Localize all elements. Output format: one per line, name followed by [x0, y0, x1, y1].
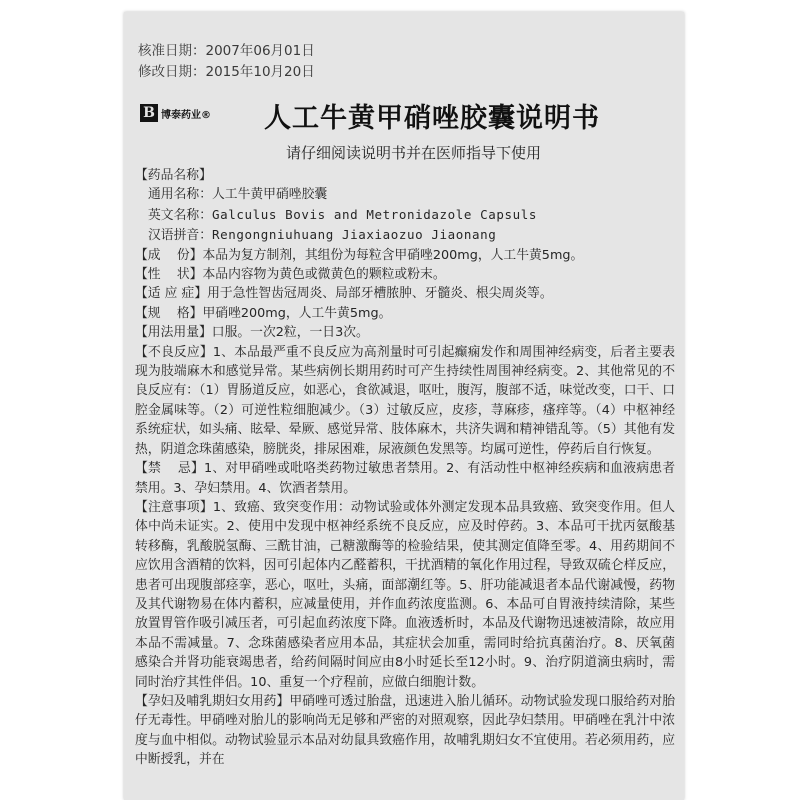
document-title: 人工牛黄甲硝唑胶囊说明书: [264, 103, 600, 134]
dosage-label: 【用法用量】: [135, 325, 212, 341]
spec-section: [135, 304, 675, 323]
document-subtitle: 请仔细阅读说明书并在医师指导下使用: [286, 144, 542, 162]
contraindication-text: 1、对甲硝唑或吡咯类药物过敏患者禁用。2、有活动性中枢神经疾病和血液病患者禁用。3、孕妇禁用。4、饮酒者禁用。: [135, 461, 675, 496]
generic-name-label: 通用名称：: [148, 187, 212, 203]
leaflet-body: [135, 166, 675, 770]
caution-text: 1、致癌、致突变作用：动物试验或体外测定发现本品具致癌、致突变作用。但人体中尚未证实。2、使用中发现中枢神经系统不良反应，应及时停药。3、本品可干扰丙氨酸基转移酶，乳酸脱氢酶、三酰甘油，己糖激酶等的检验结果，使其测定值降至零。4、用药期间不应饮用含酒精的饮料，因可引起体内乙醛蓄积，干扰酒精的氧化作用过程，导致双硫仑样反应，患者可出现腹部痉挛，恶心，呕吐，头痛，面部潮红等。5、肝功能减退者本品代谢减慢，药物及其代谢物易在体内蓄积，应减量使用，并作血药浓度监测。6、本品可自胃液持续清除，某些放置胃管作吸引减压者，可引起血药浓度下降。血液透析时，本品及代谢物迅速被清除，故应用本品不需减量。7、念珠菌感染者应用本品，其症状会加重，需同时给抗真菌治疗。8、厌氧菌感染合并肾功能衰竭患者，给药间隔时间应由8小时延长至12小时。9、治疗阴道滴虫病时，需同时治疗其性伴侣。10、重复一个疗程前，应做白细胞计数。: [135, 499, 675, 690]
character-section: [135, 265, 675, 284]
english-name-label: 英文名称：: [148, 207, 212, 223]
character-label: 【性 状】: [135, 267, 203, 283]
spec-text: 甲硝唑200mg，人工牛黄5mg。: [202, 305, 392, 321]
date-block: [138, 41, 315, 83]
logo-icon: B: [140, 104, 158, 122]
generic-name-row: [135, 185, 675, 204]
generic-name-value: 人工牛黄甲硝唑胶囊: [211, 187, 328, 203]
adverse-label: 【不良反应】: [135, 344, 213, 360]
pregnancy-section: [135, 692, 675, 770]
name-heading: 【药品名称】: [135, 168, 212, 183]
caution-label: 【注意事项】: [135, 499, 213, 515]
composition-label: 【成 份】: [135, 247, 203, 263]
revision-date: 修改日期：2015年10月20日: [138, 64, 315, 80]
indication-label: 【适 应 症】: [135, 286, 208, 302]
approval-date: 核准日期：2007年06月01日: [138, 43, 315, 59]
manufacturer-logo: [140, 104, 211, 122]
pinyin-name-label: 汉语拼音：: [148, 228, 212, 244]
contraindication-section: [135, 459, 675, 498]
english-name-value: Galculus Bovis and Metronidazole Capsuls: [211, 206, 538, 222]
pinyin-name-row: [135, 225, 675, 245]
character-text: 本品内容物为黄色或微黄色的颗粒或粉末。: [202, 267, 446, 283]
dosage-section: [135, 323, 675, 342]
adverse-section: [135, 343, 675, 459]
caution-section: [135, 498, 675, 692]
composition-text: 本品为复方制剂，其组份为每粒含甲硝唑200mg，人工牛黄5mg。: [202, 247, 584, 263]
pregnancy-text: 甲硝唑可透过胎盘，迅速进入胎儿循环。动物试验发现口服给药对胎仔无毒性。甲硝唑对胎儿的影响尚无足够和严密的对照观察，因此孕妇禁用。甲硝唑在乳汁中浓度与血中相似。动物试验显示本品对幼鼠具致癌作用，故哺乳期妇女不宜使用。若必须用药，应中断授乳，并在: [135, 693, 676, 768]
pinyin-name-value: Rengongniuhuang Jiaxiaozuo Jiaonang: [211, 227, 497, 243]
indication-text: 用于急性智齿冠周炎、局部牙槽脓肿、牙髓炎、根尖周炎等。: [207, 286, 553, 302]
logo-text: 博泰药业®: [161, 109, 211, 121]
english-name-row: [135, 205, 675, 225]
contraindication-label: 【禁 忌】: [135, 461, 204, 477]
adverse-text: 1、本品最严重不良反应为高剂量时可引起癫痫发作和周围神经病变，后者主要表现为肢端麻木和感觉异常。某些病例长期用药时可产生持续性周围神经病变。2、其他常见的不良反应有：（1）胃肠道反应，如恶心，食欲减退，呕吐，腹泻，腹部不适，味觉改变，口干、口腔金属味等。（2）可逆性粒细胞减少。（3）过敏反应，皮疹，荨麻疹，瘙痒等。（4）中枢神经系统症状，如头痛、眩晕、晕厥、感觉异常、肢体麻木，共济失调和精神错乱等。（5）其他有发热，阴道念珠菌感染，膀胱炎，排尿困难，尿液颜色发黑等。均属可逆性，停药后自行恢复。: [135, 344, 675, 457]
dosage-text: 口服。一次2粒，一日3次。: [211, 325, 369, 341]
pregnancy-label: 【孕妇及哺乳期妇女用药】: [135, 693, 290, 709]
composition-section: [135, 246, 675, 265]
indication-section: [135, 284, 675, 303]
spec-label: 【规 格】: [135, 305, 203, 321]
instruction-leaflet: [124, 12, 684, 800]
